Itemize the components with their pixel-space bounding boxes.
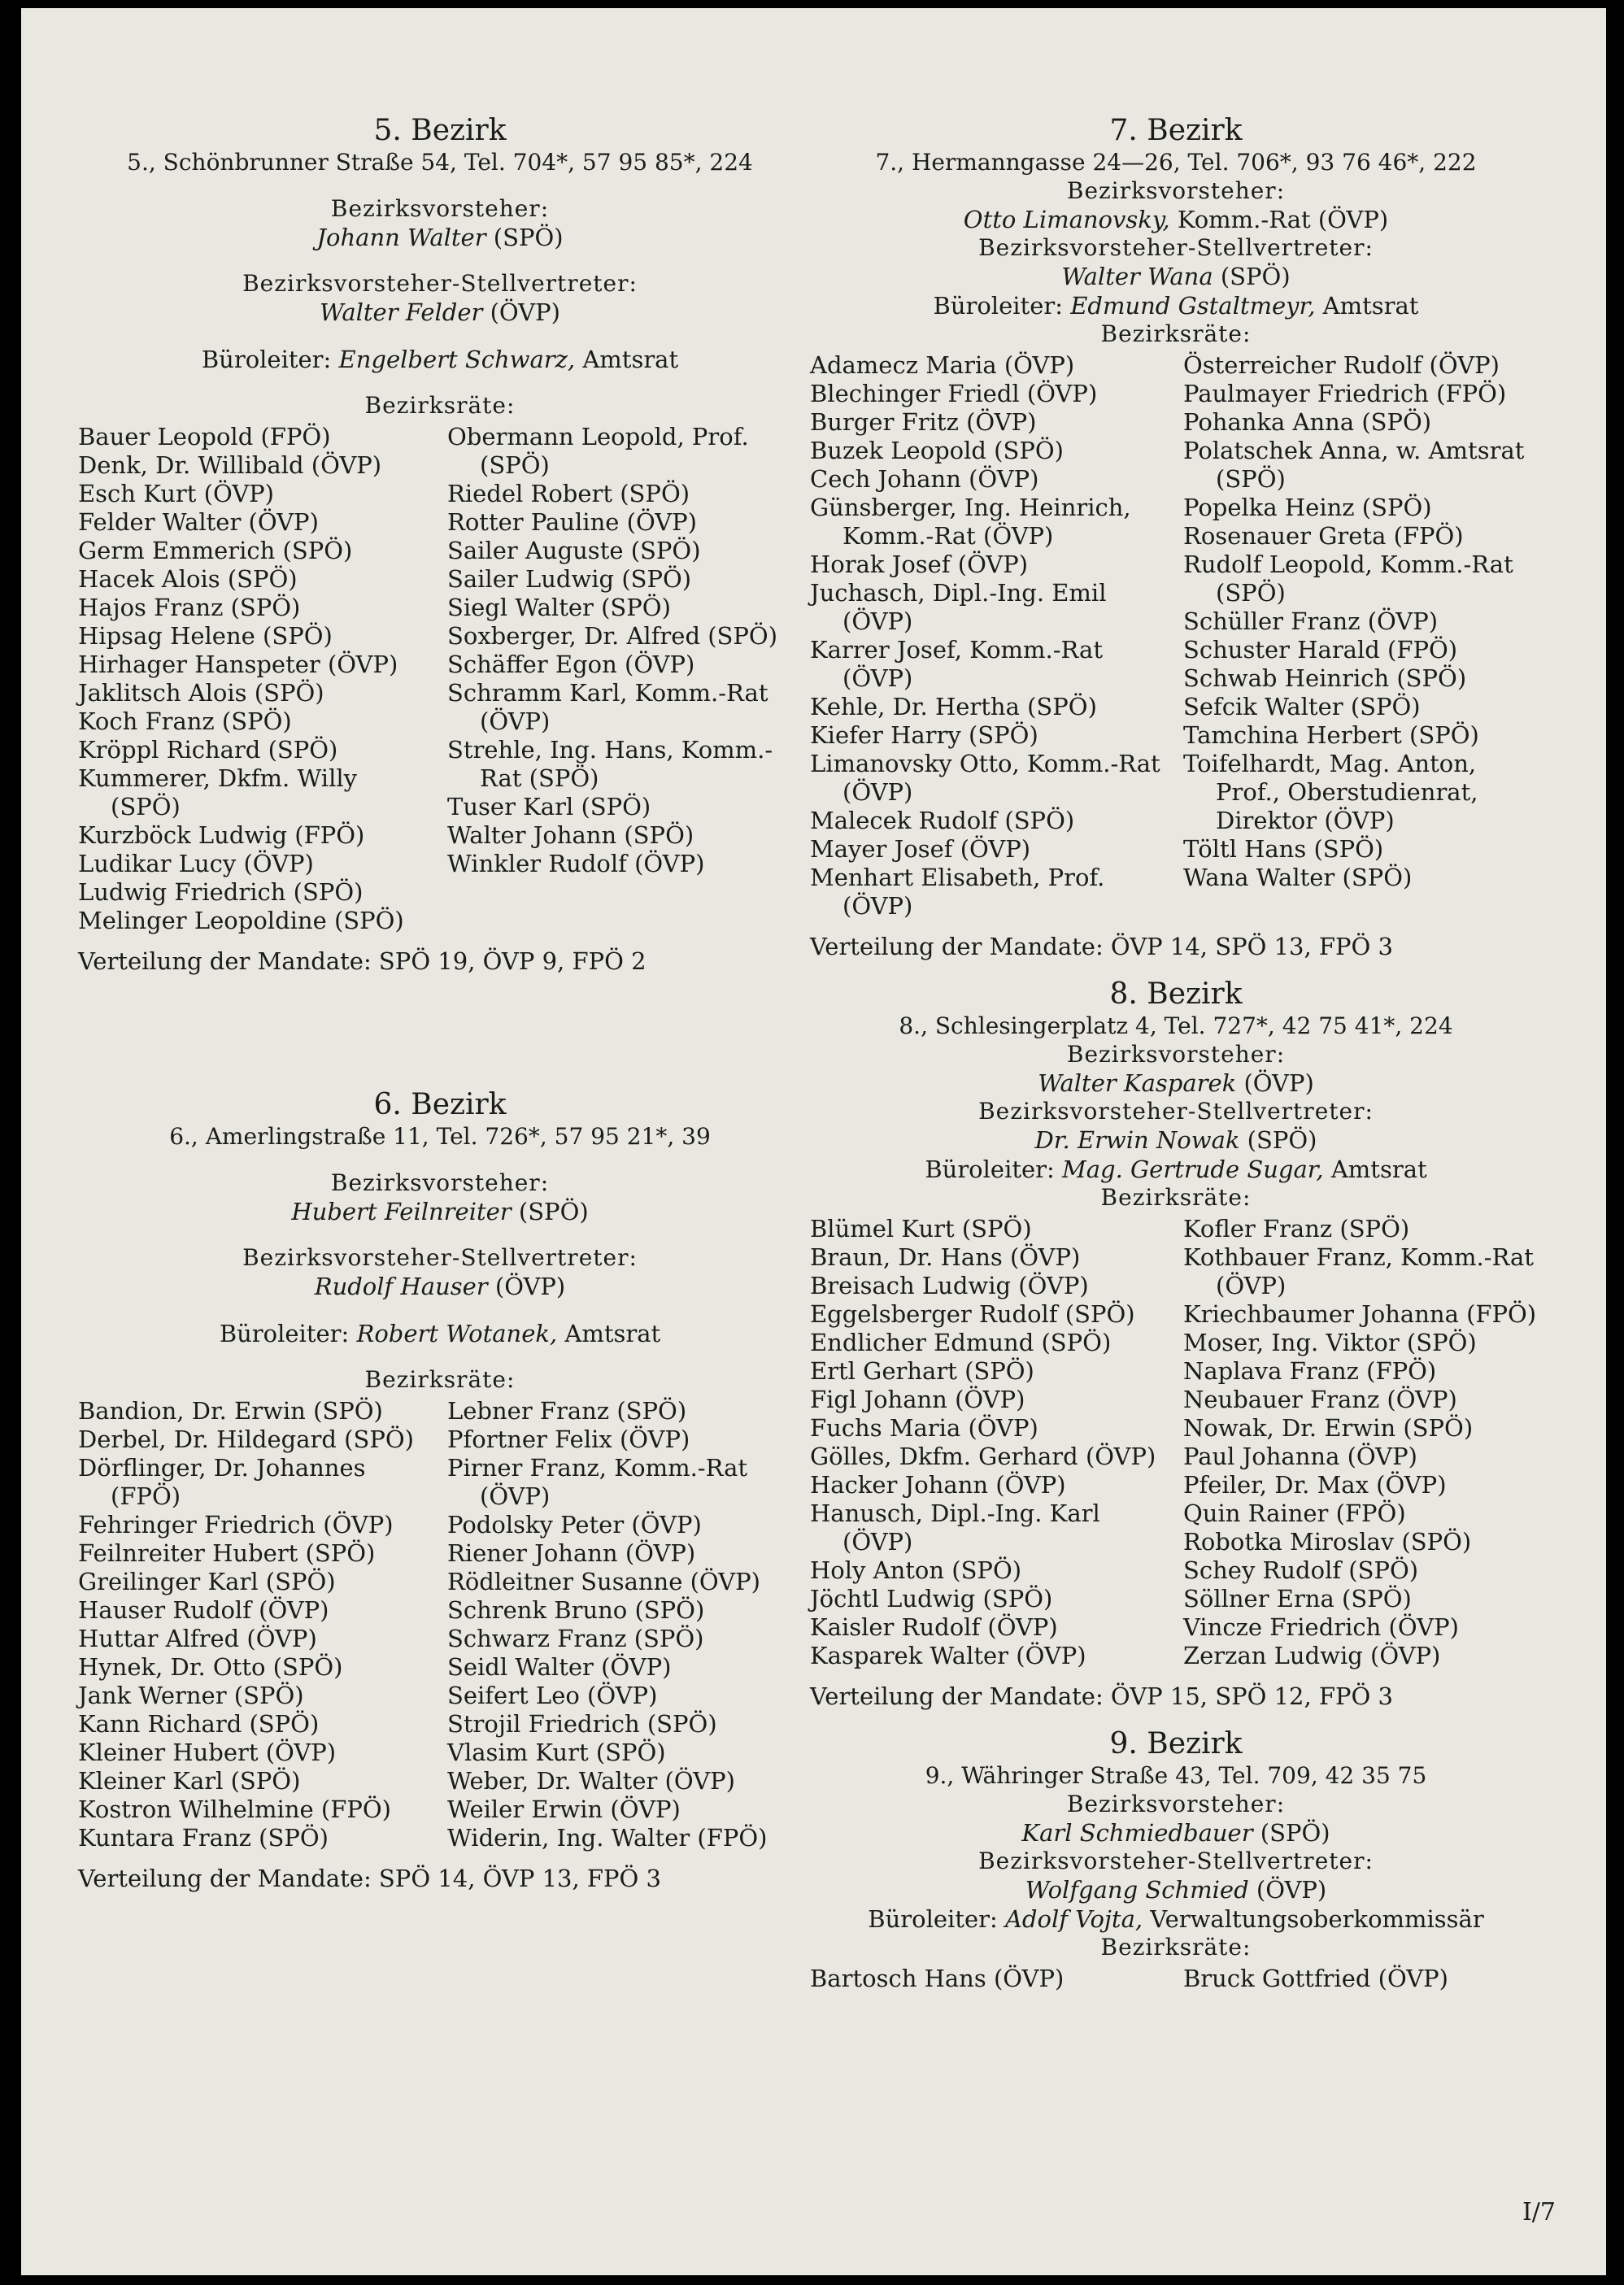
district-address: 9., Währinger Straße 43, Tel. 709, 42 35 75 <box>925 1762 1427 1789</box>
councillor-entry: Cech Johann (ÖVP) <box>810 465 1039 493</box>
councillor-entry: Winkler Rudolf (ÖVP) <box>447 850 705 877</box>
councillor-entry: Burger Fritz (ÖVP) <box>810 408 1037 436</box>
councillor-entry: Paul Johanna (ÖVP) <box>1183 1443 1417 1470</box>
office-name: Edmund Gstaltmeyr, <box>1070 292 1316 320</box>
councillor-entry: Rödleitner Susanne (ÖVP) <box>447 1568 760 1595</box>
head-party: (ÖVP) <box>1236 1069 1314 1097</box>
councillors-list <box>78 1397 802 1852</box>
councillors-right <box>1183 1965 1542 1993</box>
councillor-entry: Zerzan Ludwig (ÖVP) <box>1183 1642 1441 1669</box>
deputy-name: Rudolf Hauser <box>314 1273 488 1300</box>
councillor-entry: Blechinger Friedl (ÖVP) <box>810 380 1098 407</box>
councillors-label: Bezirksräte: <box>364 1366 516 1393</box>
councillor-entry: Endlicher Edmund (SPÖ) <box>810 1329 1112 1356</box>
councillor-entry: Breisach Ludwig (ÖVP) <box>810 1272 1089 1299</box>
councillor-entry: Kleiner Karl (SPÖ) <box>78 1767 301 1795</box>
councillor-entry: Sailer Ludwig (SPÖ) <box>447 565 692 593</box>
councillor-entry: Fuchs Maria (ÖVP) <box>810 1414 1038 1442</box>
councillor-entry: Greilinger Karl (SPÖ) <box>78 1568 336 1595</box>
councillor-entry: Hacek Alois (SPÖ) <box>78 565 298 593</box>
district-title: 6. Bezirk <box>373 1088 507 1121</box>
head-label: Bezirksvorsteher: <box>1066 1041 1286 1068</box>
councillors-label: Bezirksräte: <box>1100 1184 1252 1211</box>
councillor-entry: Karrer Josef, Komm.-Rat (ÖVP) <box>810 636 1103 692</box>
deputy-name: Walter Felder <box>320 298 483 326</box>
councillor-entry: Vlasim Kurt (SPÖ) <box>447 1739 666 1766</box>
councillor-entry: Figl Johann (ÖVP) <box>810 1386 1025 1413</box>
councillor-entry: Kurzböck Ludwig (FPÖ) <box>78 821 365 849</box>
councillor-entry: Gölles, Dkfm. Gerhard (ÖVP) <box>810 1443 1156 1470</box>
councillor-entry: Kasparek Walter (ÖVP) <box>810 1642 1086 1669</box>
councillor-entry: Schramm Karl, Komm.-Rat (ÖVP) <box>447 679 768 735</box>
office-label: Büroleiter: <box>868 1905 1005 1933</box>
left-column <box>78 114 802 1909</box>
office-title: Verwaltungsoberkommissär <box>1143 1905 1484 1933</box>
office-title: Amtsrat <box>557 1320 661 1347</box>
councillor-entry: Bauer Leopold (FPÖ) <box>78 423 331 450</box>
councillor-entry: Dörflinger, Dr. Johannes (FPÖ) <box>78 1454 366 1510</box>
office-head <box>810 291 1542 320</box>
deputy-party: (ÖVP) <box>1248 1876 1327 1904</box>
mandate-distribution: Verteilung der Mandate: ÖVP 15, SPÖ 12, FPÖ 3 <box>810 1682 1393 1710</box>
councillors-right <box>1183 351 1542 921</box>
office-head <box>78 345 802 374</box>
councillors-label: Bezirksräte: <box>1100 320 1252 347</box>
councillor-entry: Sefcik Walter (SPÖ) <box>1183 693 1421 720</box>
councillor-entry: Siegl Walter (SPÖ) <box>447 594 671 621</box>
councillor-entry: Schwarz Franz (SPÖ) <box>447 1625 704 1652</box>
office-name: Engelbert Schwarz, <box>338 346 576 373</box>
district-title: 5. Bezirk <box>373 114 507 147</box>
head-label: Bezirksvorsteher: <box>330 195 550 222</box>
councillor-entry: Kehle, Dr. Hertha (SPÖ) <box>810 693 1097 720</box>
councillor-entry: Fehringer Friedrich (ÖVP) <box>78 1511 394 1539</box>
councillor-entry: Tuser Karl (SPÖ) <box>447 793 651 820</box>
councillor-entry: Adamecz Maria (ÖVP) <box>810 351 1075 379</box>
head-name: Johann Walter <box>316 224 486 251</box>
councillor-entry: Menhart Elisabeth, Prof. (ÖVP) <box>810 864 1105 920</box>
councillor-entry: Paulmayer Friedrich (FPÖ) <box>1183 380 1507 407</box>
councillor-entry: Eggelsberger Rudolf (SPÖ) <box>810 1300 1135 1328</box>
district-5 <box>78 114 802 976</box>
mandate-distribution: Verteilung der Mandate: SPÖ 14, ÖVP 13, FPÖ 3 <box>78 1865 661 1892</box>
councillors-list <box>78 423 802 935</box>
councillor-entry: Schrenk Bruno (SPÖ) <box>447 1596 705 1624</box>
head-label: Bezirksvorsteher: <box>1066 1791 1286 1817</box>
councillor-entry: Holy Anton (SPÖ) <box>810 1556 1022 1584</box>
page-number: I/7 <box>1522 2198 1556 2226</box>
deputy-name: Walter Wana <box>1061 263 1213 290</box>
office-head <box>810 1155 1542 1184</box>
councillors-list <box>810 1215 1542 1670</box>
deputy-label: Bezirksvorsteher-Stellvertreter: <box>978 1848 1374 1874</box>
councillor-entry: Wana Walter (SPÖ) <box>1183 864 1413 891</box>
district-address: 8., Schlesingerplatz 4, Tel. 727*, 42 75 41*, 224 <box>899 1012 1453 1039</box>
office-name: Mag. Gertrude Sugar, <box>1062 1156 1324 1183</box>
councillor-entry: Pohanka Anna (SPÖ) <box>1183 408 1432 436</box>
councillor-entry: Bruck Gottfried (ÖVP) <box>1183 1965 1448 1992</box>
head-party: (SPÖ) <box>485 224 564 251</box>
councillor-entry: Huttar Alfred (ÖVP) <box>78 1625 317 1652</box>
councillor-entry: Koch Franz (SPÖ) <box>78 707 292 735</box>
councillor-entry: Buzek Leopold (SPÖ) <box>810 437 1064 464</box>
councillor-entry: Naplava Franz (FPÖ) <box>1183 1357 1437 1385</box>
head-name: Walter Kasparek <box>1038 1069 1237 1097</box>
councillors-left <box>810 1965 1169 1993</box>
deputy-name: Wolfgang Schmied <box>1025 1876 1249 1904</box>
councillor-entry: Rudolf Leopold, Komm.-Rat (SPÖ) <box>1183 551 1513 607</box>
councillor-entry: Moser, Ing. Viktor (SPÖ) <box>1183 1329 1477 1356</box>
councillors-left <box>78 423 433 935</box>
councillor-entry: Quin Rainer (FPÖ) <box>1183 1499 1406 1527</box>
office-head <box>810 1904 1542 1934</box>
councillor-entry: Feilnreiter Hubert (SPÖ) <box>78 1539 376 1567</box>
councillor-entry: Vincze Friedrich (ÖVP) <box>1183 1613 1459 1641</box>
councillor-entry: Sailer Auguste (SPÖ) <box>447 537 701 564</box>
councillor-entry: Rotter Pauline (ÖVP) <box>447 508 697 536</box>
councillor-entry: Kiefer Harry (SPÖ) <box>810 721 1038 749</box>
councillor-entry: Esch Kurt (ÖVP) <box>78 480 274 507</box>
councillor-entry: Söllner Erna (SPÖ) <box>1183 1585 1412 1613</box>
deputy-label: Bezirksvorsteher-Stellvertreter: <box>978 234 1374 261</box>
councillor-entry: Kuntara Franz (SPÖ) <box>78 1824 329 1852</box>
councillor-entry: Pfortner Felix (ÖVP) <box>447 1425 690 1453</box>
councillor-entry: Ludwig Friedrich (SPÖ) <box>78 878 364 906</box>
councillor-entry: Weiler Erwin (ÖVP) <box>447 1795 681 1823</box>
councillor-entry: Jöchtl Ludwig (SPÖ) <box>810 1585 1053 1613</box>
councillor-entry: Seifert Leo (ÖVP) <box>447 1682 658 1709</box>
councillors-right <box>1183 1215 1542 1670</box>
councillor-entry: Schuster Harald (FPÖ) <box>1183 636 1458 664</box>
deputy-party: (SPÖ) <box>1239 1126 1317 1154</box>
district-address: 7., Hermanngasse 24—26, Tel. 706*, 93 76 46*, 222 <box>875 149 1477 176</box>
councillor-entry: Horak Josef (ÖVP) <box>810 551 1029 578</box>
councillor-entry: Lebner Franz (SPÖ) <box>447 1397 687 1425</box>
office-title: Amtsrat <box>1315 292 1419 320</box>
deputy-label: Bezirksvorsteher-Stellvertreter: <box>242 1244 638 1271</box>
mandate-distribution: Verteilung der Mandate: SPÖ 19, ÖVP 9, FPÖ 2 <box>78 947 647 975</box>
councillor-entry: Jaklitsch Alois (SPÖ) <box>78 679 324 707</box>
head-person <box>810 1818 1542 1848</box>
document-page <box>21 8 1606 2275</box>
councillor-entry: Hanusch, Dipl.-Ing. Karl (ÖVP) <box>810 1499 1100 1556</box>
councillors-label: Bezirksräte: <box>364 392 516 419</box>
office-label: Büroleiter: <box>219 1320 357 1347</box>
councillor-entry: Kann Richard (SPÖ) <box>78 1710 320 1738</box>
councillor-entry: Kleiner Hubert (ÖVP) <box>78 1739 337 1766</box>
councillor-entry: Podolsky Peter (ÖVP) <box>447 1511 702 1539</box>
councillor-entry: Jank Werner (SPÖ) <box>78 1682 304 1709</box>
councillor-entry: Widerin, Ing. Walter (FPÖ) <box>447 1824 768 1852</box>
councillor-entry: Kriechbaumer Johanna (FPÖ) <box>1183 1300 1537 1328</box>
head-person <box>810 205 1542 234</box>
councillor-entry: Strehle, Ing. Hans, Komm.-Rat (SPÖ) <box>447 736 773 792</box>
councillor-entry: Schäffer Egon (ÖVP) <box>447 651 695 678</box>
head-name: Otto Limanovsky, <box>963 206 1170 233</box>
councillor-entry: Seidl Walter (ÖVP) <box>447 1653 672 1681</box>
councillor-entry: Robotka Miroslav (SPÖ) <box>1183 1528 1472 1556</box>
councillor-entry: Schüller Franz (ÖVP) <box>1183 607 1439 635</box>
councillor-entry: Nowak, Dr. Erwin (SPÖ) <box>1183 1414 1474 1442</box>
head-label: Bezirksvorsteher: <box>330 1169 550 1196</box>
district-title: 9. Bezirk <box>1109 1727 1243 1761</box>
councillor-entry: Pirner Franz, Komm.-Rat (ÖVP) <box>447 1454 748 1510</box>
mandate-distribution: Verteilung der Mandate: ÖVP 14, SPÖ 13, FPÖ 3 <box>810 933 1393 960</box>
councillor-entry: Ludikar Lucy (ÖVP) <box>78 850 314 877</box>
district-6 <box>78 1088 802 1893</box>
district-address: 5., Schönbrunner Straße 54, Tel. 704*, 57 95 85*, 224 <box>127 149 753 176</box>
deputy-party: (SPÖ) <box>1213 263 1291 290</box>
deputy-person <box>810 1125 1542 1155</box>
deputy-person <box>810 262 1542 291</box>
right-column <box>810 114 1542 2009</box>
deputy-name: Dr. Erwin Nowak <box>1034 1126 1240 1154</box>
councillor-entry: Hynek, Dr. Otto (SPÖ) <box>78 1653 343 1681</box>
head-person <box>810 1069 1542 1098</box>
district-title: 7. Bezirk <box>1109 114 1243 147</box>
councillor-entry: Neubauer Franz (ÖVP) <box>1183 1386 1457 1413</box>
head-person <box>78 1197 802 1226</box>
councillor-entry: Germ Emmerich (SPÖ) <box>78 537 353 564</box>
councillors-left <box>810 1215 1169 1670</box>
head-party: (SPÖ) <box>511 1198 589 1225</box>
deputy-person <box>78 1272 802 1301</box>
councillor-entry: Soxberger, Dr. Alfred (SPÖ) <box>447 622 778 650</box>
head-party: Komm.-Rat (ÖVP) <box>1169 206 1389 233</box>
councillor-entry: Hirhager Hanspeter (ÖVP) <box>78 651 398 678</box>
district-address: 6., Amerlingstraße 11, Tel. 726*, 57 95 21*, 39 <box>169 1123 711 1150</box>
councillor-entry: Obermann Leopold, Prof. (SPÖ) <box>447 423 749 479</box>
councillor-entry: Kröppl Richard (SPÖ) <box>78 736 338 764</box>
councillor-entry: Schey Rudolf (SPÖ) <box>1183 1556 1419 1584</box>
office-label: Büroleiter: <box>933 292 1071 320</box>
councillor-entry: Österreicher Rudolf (ÖVP) <box>1183 351 1500 379</box>
deputy-party: (ÖVP) <box>482 298 560 326</box>
councillor-entry: Kaisler Rudolf (ÖVP) <box>810 1613 1058 1641</box>
councillor-entry: Popelka Heinz (SPÖ) <box>1183 494 1432 521</box>
office-title: Amtsrat <box>575 346 679 373</box>
deputy-person <box>810 1875 1542 1904</box>
councillors-right <box>447 423 802 935</box>
councillors-list <box>810 1965 1542 1993</box>
councillor-entry: Braun, Dr. Hans (ÖVP) <box>810 1243 1081 1271</box>
councillor-entry: Malecek Rudolf (SPÖ) <box>810 807 1075 834</box>
head-name: Hubert Feilnreiter <box>291 1198 512 1225</box>
councillors-list <box>810 351 1542 921</box>
councillors-right <box>447 1397 802 1852</box>
councillor-entry: Kummerer, Dkfm. Willy (SPÖ) <box>78 764 358 820</box>
councillors-left <box>810 351 1169 921</box>
councillor-entry: Hipsag Helene (SPÖ) <box>78 622 333 650</box>
councillors-left <box>78 1397 433 1852</box>
councillor-entry: Hajos Franz (SPÖ) <box>78 594 301 621</box>
councillor-entry: Kothbauer Franz, Komm.-Rat (ÖVP) <box>1183 1243 1534 1299</box>
deputy-party: (ÖVP) <box>487 1273 566 1300</box>
councillor-entry: Strojil Friedrich (SPÖ) <box>447 1710 717 1738</box>
councillor-entry: Günsberger, Ing. Heinrich, Komm.-Rat (ÖVP) <box>810 494 1131 550</box>
deputy-label: Bezirksvorsteher-Stellvertreter: <box>978 1098 1374 1125</box>
councillor-entry: Melinger Leopoldine (SPÖ) <box>78 907 404 934</box>
councillor-entry: Toifelhardt, Mag. Anton, Prof., Oberstudienrat, Direktor (ÖVP) <box>1183 750 1478 834</box>
councillor-entry: Kofler Franz (SPÖ) <box>1183 1215 1410 1243</box>
councillor-entry: Kostron Wilhelmine (FPÖ) <box>78 1795 391 1823</box>
office-name: Robert Wotanek, <box>356 1320 558 1347</box>
councillor-entry: Blümel Kurt (SPÖ) <box>810 1215 1032 1243</box>
councillor-entry: Töltl Hans (SPÖ) <box>1183 835 1384 863</box>
district-8 <box>810 977 1542 1711</box>
councillor-entry: Limanovsky Otto, Komm.-Rat (ÖVP) <box>810 750 1160 806</box>
head-party: (SPÖ) <box>1252 1819 1330 1847</box>
councillor-entry: Pfeiler, Dr. Max (ÖVP) <box>1183 1471 1447 1499</box>
councillor-entry: Ertl Gerhart (SPÖ) <box>810 1357 1034 1385</box>
head-name: Karl Schmiedbauer <box>1021 1819 1253 1847</box>
councillor-entry: Hacker Johann (ÖVP) <box>810 1471 1066 1499</box>
councillor-entry: Denk, Dr. Willibald (ÖVP) <box>78 451 382 479</box>
head-label: Bezirksvorsteher: <box>1066 177 1286 204</box>
councillor-entry: Polatschek Anna, w. Amtsrat (SPÖ) <box>1183 437 1525 493</box>
councillor-entry: Derbel, Dr. Hildegard (SPÖ) <box>78 1425 414 1453</box>
councillor-entry: Walter Johann (SPÖ) <box>447 821 694 849</box>
office-label: Büroleiter: <box>201 346 339 373</box>
district-9 <box>810 1727 1542 1993</box>
deputy-label: Bezirksvorsteher-Stellvertreter: <box>242 270 638 297</box>
councillor-entry: Riener Johann (ÖVP) <box>447 1539 696 1567</box>
councillor-entry: Rosenauer Greta (FPÖ) <box>1183 522 1464 550</box>
councillor-entry: Riedel Robert (SPÖ) <box>447 480 690 507</box>
councillor-entry: Felder Walter (ÖVP) <box>78 508 319 536</box>
councillor-entry: Hauser Rudolf (ÖVP) <box>78 1596 329 1624</box>
office-name: Adolf Vojta, <box>1004 1905 1143 1933</box>
district-title: 8. Bezirk <box>1109 977 1243 1011</box>
councillor-entry: Bandion, Dr. Erwin (SPÖ) <box>78 1397 383 1425</box>
office-title: Amtsrat <box>1323 1156 1427 1183</box>
councillor-entry: Tamchina Herbert (SPÖ) <box>1183 721 1479 749</box>
councillor-entry: Bartosch Hans (ÖVP) <box>810 1965 1065 1992</box>
office-head <box>78 1319 802 1348</box>
office-label: Büroleiter: <box>925 1156 1063 1183</box>
councillor-entry: Mayer Josef (ÖVP) <box>810 835 1031 863</box>
district-7 <box>810 114 1542 961</box>
deputy-person <box>78 298 802 327</box>
councillor-entry: Weber, Dr. Walter (ÖVP) <box>447 1767 735 1795</box>
councillor-entry: Schwab Heinrich (SPÖ) <box>1183 664 1467 692</box>
councillor-entry: Juchasch, Dipl.-Ing. Emil (ÖVP) <box>810 579 1107 635</box>
head-person <box>78 223 802 252</box>
councillors-label: Bezirksräte: <box>1100 1934 1252 1961</box>
